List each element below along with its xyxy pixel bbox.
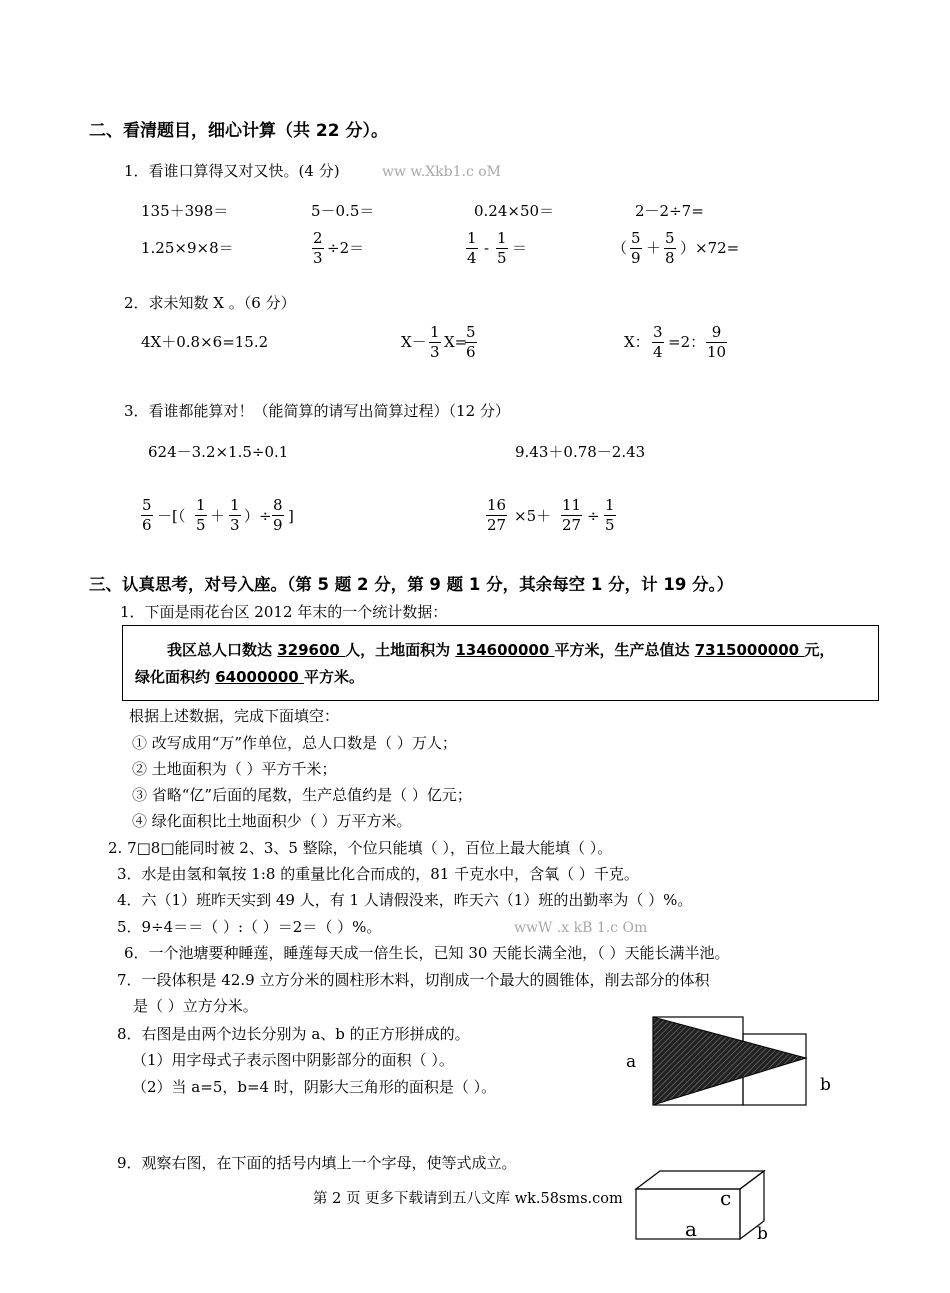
- sub-question-1: ① 改写成用“万”作单位，总人口数是（ ）万人；: [132, 734, 457, 752]
- sub-question-4: ④ 绿化面积比土地面积少（ ）万平方米。: [132, 812, 412, 830]
- operator: =2：: [668, 333, 706, 351]
- watermark-2: wwW .x kB 1.c Om: [514, 920, 648, 936]
- q3-expr-2: 9.43＋0.78－2.43: [515, 443, 646, 461]
- fraction: $\frac{5}{6}$: [466, 323, 476, 361]
- s3-q8-line-1: 8．右图是由两个边长分别为 a、b 的正方形拼成的。: [117, 1025, 470, 1043]
- fraction: $\frac{8}{9}$: [273, 496, 283, 534]
- operator: X－: [401, 333, 427, 351]
- q1-item-1: 135＋398＝: [141, 202, 229, 220]
- s3-q7-line-1: 7．一段体积是 42.9 立方分米的圆柱形木料，切削成一个最大的圆锥体，削去部分的体积: [117, 971, 710, 989]
- q1-item-3: 0.24×50＝: [474, 202, 555, 220]
- q1-item-2: 5－0.5＝: [311, 202, 375, 220]
- q2-title: 2．求未知数 X 。（6 分）: [124, 294, 296, 312]
- operator: －[（: [157, 507, 186, 525]
- section3-heading: 三、认真思考，对号入座。（第 5 题 2 分，第 9 题 1 分，其余每空 1 分，计 19 分。）: [89, 575, 734, 594]
- page-footer: 第 2 页 更多下载请到五八文库 wk.58sms.com: [313, 1191, 623, 1207]
- s3-q9: 9．观察右图，在下面的括号内填上一个字母，使等式成立。: [117, 1154, 517, 1172]
- q1-item-4: 2－2÷7=: [635, 202, 704, 220]
- s3-q5: 5．9÷4＝＝（ ）:（ ）＝2＝（ ）%。: [117, 918, 382, 936]
- sub-question-3: ③ 省略“亿”后面的尾数，生产总值约是（ ）亿元；: [132, 786, 472, 804]
- operator: （: [612, 239, 628, 257]
- operator: ×5＋: [514, 507, 552, 525]
- watermark-1: ww w.Xkb1.c oM: [382, 164, 502, 180]
- shaded-triangle: [653, 1017, 806, 1105]
- s3-q4: 4．六（1）班昨天实到 49 人，有 1 人请假没来，昨天六（1）班的出勤率为（ ）%。: [117, 891, 693, 909]
- label-c: c: [720, 1186, 732, 1210]
- operator: ÷: [587, 507, 600, 525]
- q1-item-5: 1.25×9×8＝: [141, 239, 234, 257]
- q1-title: 1．看谁口算得又对又快。(4 分): [124, 162, 340, 180]
- operator: X=: [444, 333, 468, 351]
- section2-heading: 二、看清题目，细心计算（共 22 分）。: [89, 121, 388, 141]
- label-a: a: [626, 1052, 637, 1072]
- fraction: $\frac{1}{5}$: [605, 496, 615, 534]
- fraction: $\frac{3}{4}$: [653, 323, 663, 361]
- fraction: $\frac{5}{8}$: [665, 229, 675, 267]
- label-a2: a: [685, 1217, 697, 1241]
- operator: ＝: [512, 239, 528, 257]
- box-line-2: 绿化面积约 64000000 平方米。: [135, 668, 364, 686]
- fraction: $\frac{1}{3}$: [430, 323, 440, 361]
- statistics-box: [122, 625, 879, 701]
- fraction: $\frac{1}{4}$: [467, 229, 477, 267]
- fraction: $\frac{1}{3}$: [230, 496, 240, 534]
- operator: -: [484, 239, 490, 257]
- operator: ）÷: [244, 507, 272, 525]
- fraction: $\frac{16}{27}$: [487, 496, 507, 534]
- operator: X：: [624, 333, 650, 351]
- s3-q1-title: 1．下面是雨花台区 2012 年末的一个统计数据：: [120, 603, 448, 621]
- label-b: b: [820, 1075, 831, 1095]
- cuboid-figure: [630, 1165, 770, 1243]
- q3-title: 3．看谁都能算对！（能简算的请写出简算过程）（12 分）: [124, 402, 510, 420]
- box-line-1: 我区总人口数达 329600 人，土地面积为 134600000 平方米，生产总值达 7315000000 元，: [167, 641, 835, 659]
- fraction: $\frac{9}{10}$: [707, 323, 727, 361]
- q1-item-8: ）×72=: [680, 239, 740, 257]
- q3-expr-1: 624－3.2×1.5÷0.1: [148, 443, 289, 461]
- sub-question-2: ② 土地面积为（ ）平方千米；: [132, 760, 337, 778]
- fraction: $\frac{11}{27}$: [562, 496, 582, 534]
- label-b2: b: [757, 1224, 768, 1244]
- fraction: $\frac{5}{9}$: [631, 229, 641, 267]
- operator: ＋: [646, 239, 662, 257]
- fraction: $\frac{2}{3}$: [313, 229, 323, 267]
- q2-eq-1: 4X＋0.8×6=15.2: [141, 333, 269, 351]
- s3-q8-line-2: （1）用字母式子表示图中阴影部分的面积（ ）。: [132, 1051, 454, 1069]
- fraction: $\frac{1}{5}$: [497, 229, 507, 267]
- squares-figure: [640, 1010, 820, 1110]
- operator: ＋: [210, 507, 226, 525]
- fraction: $\frac{5}{6}$: [142, 496, 152, 534]
- fraction: $\frac{1}{5}$: [196, 496, 206, 534]
- operator: ]: [288, 507, 294, 525]
- s3-q3: 3．水是由氢和氧按 1:8 的重量比化合而成的，81 千克水中，含氧（ ）千克。: [117, 865, 639, 883]
- s3-q8-line-3: （2）当 a=5，b=4 时，阴影大三角形的面积是（ ）。: [132, 1078, 497, 1096]
- s3-q7-line-2: 是（ ）立方分米。: [133, 997, 258, 1015]
- s3-q6: 6．一个池塘要种睡莲，睡莲每天成一倍生长，已知 30 天能长满全池，（ ）天能长满半池。: [124, 944, 730, 962]
- s3-q2: 2. 7□8□能同时被 2、3、5 整除，个位只能填（ ），百位上最大能填（ ）。: [108, 839, 613, 857]
- fill-intro: 根据上述数据，完成下面填空：: [129, 707, 340, 725]
- q1-item-6: ÷2＝: [327, 239, 365, 257]
